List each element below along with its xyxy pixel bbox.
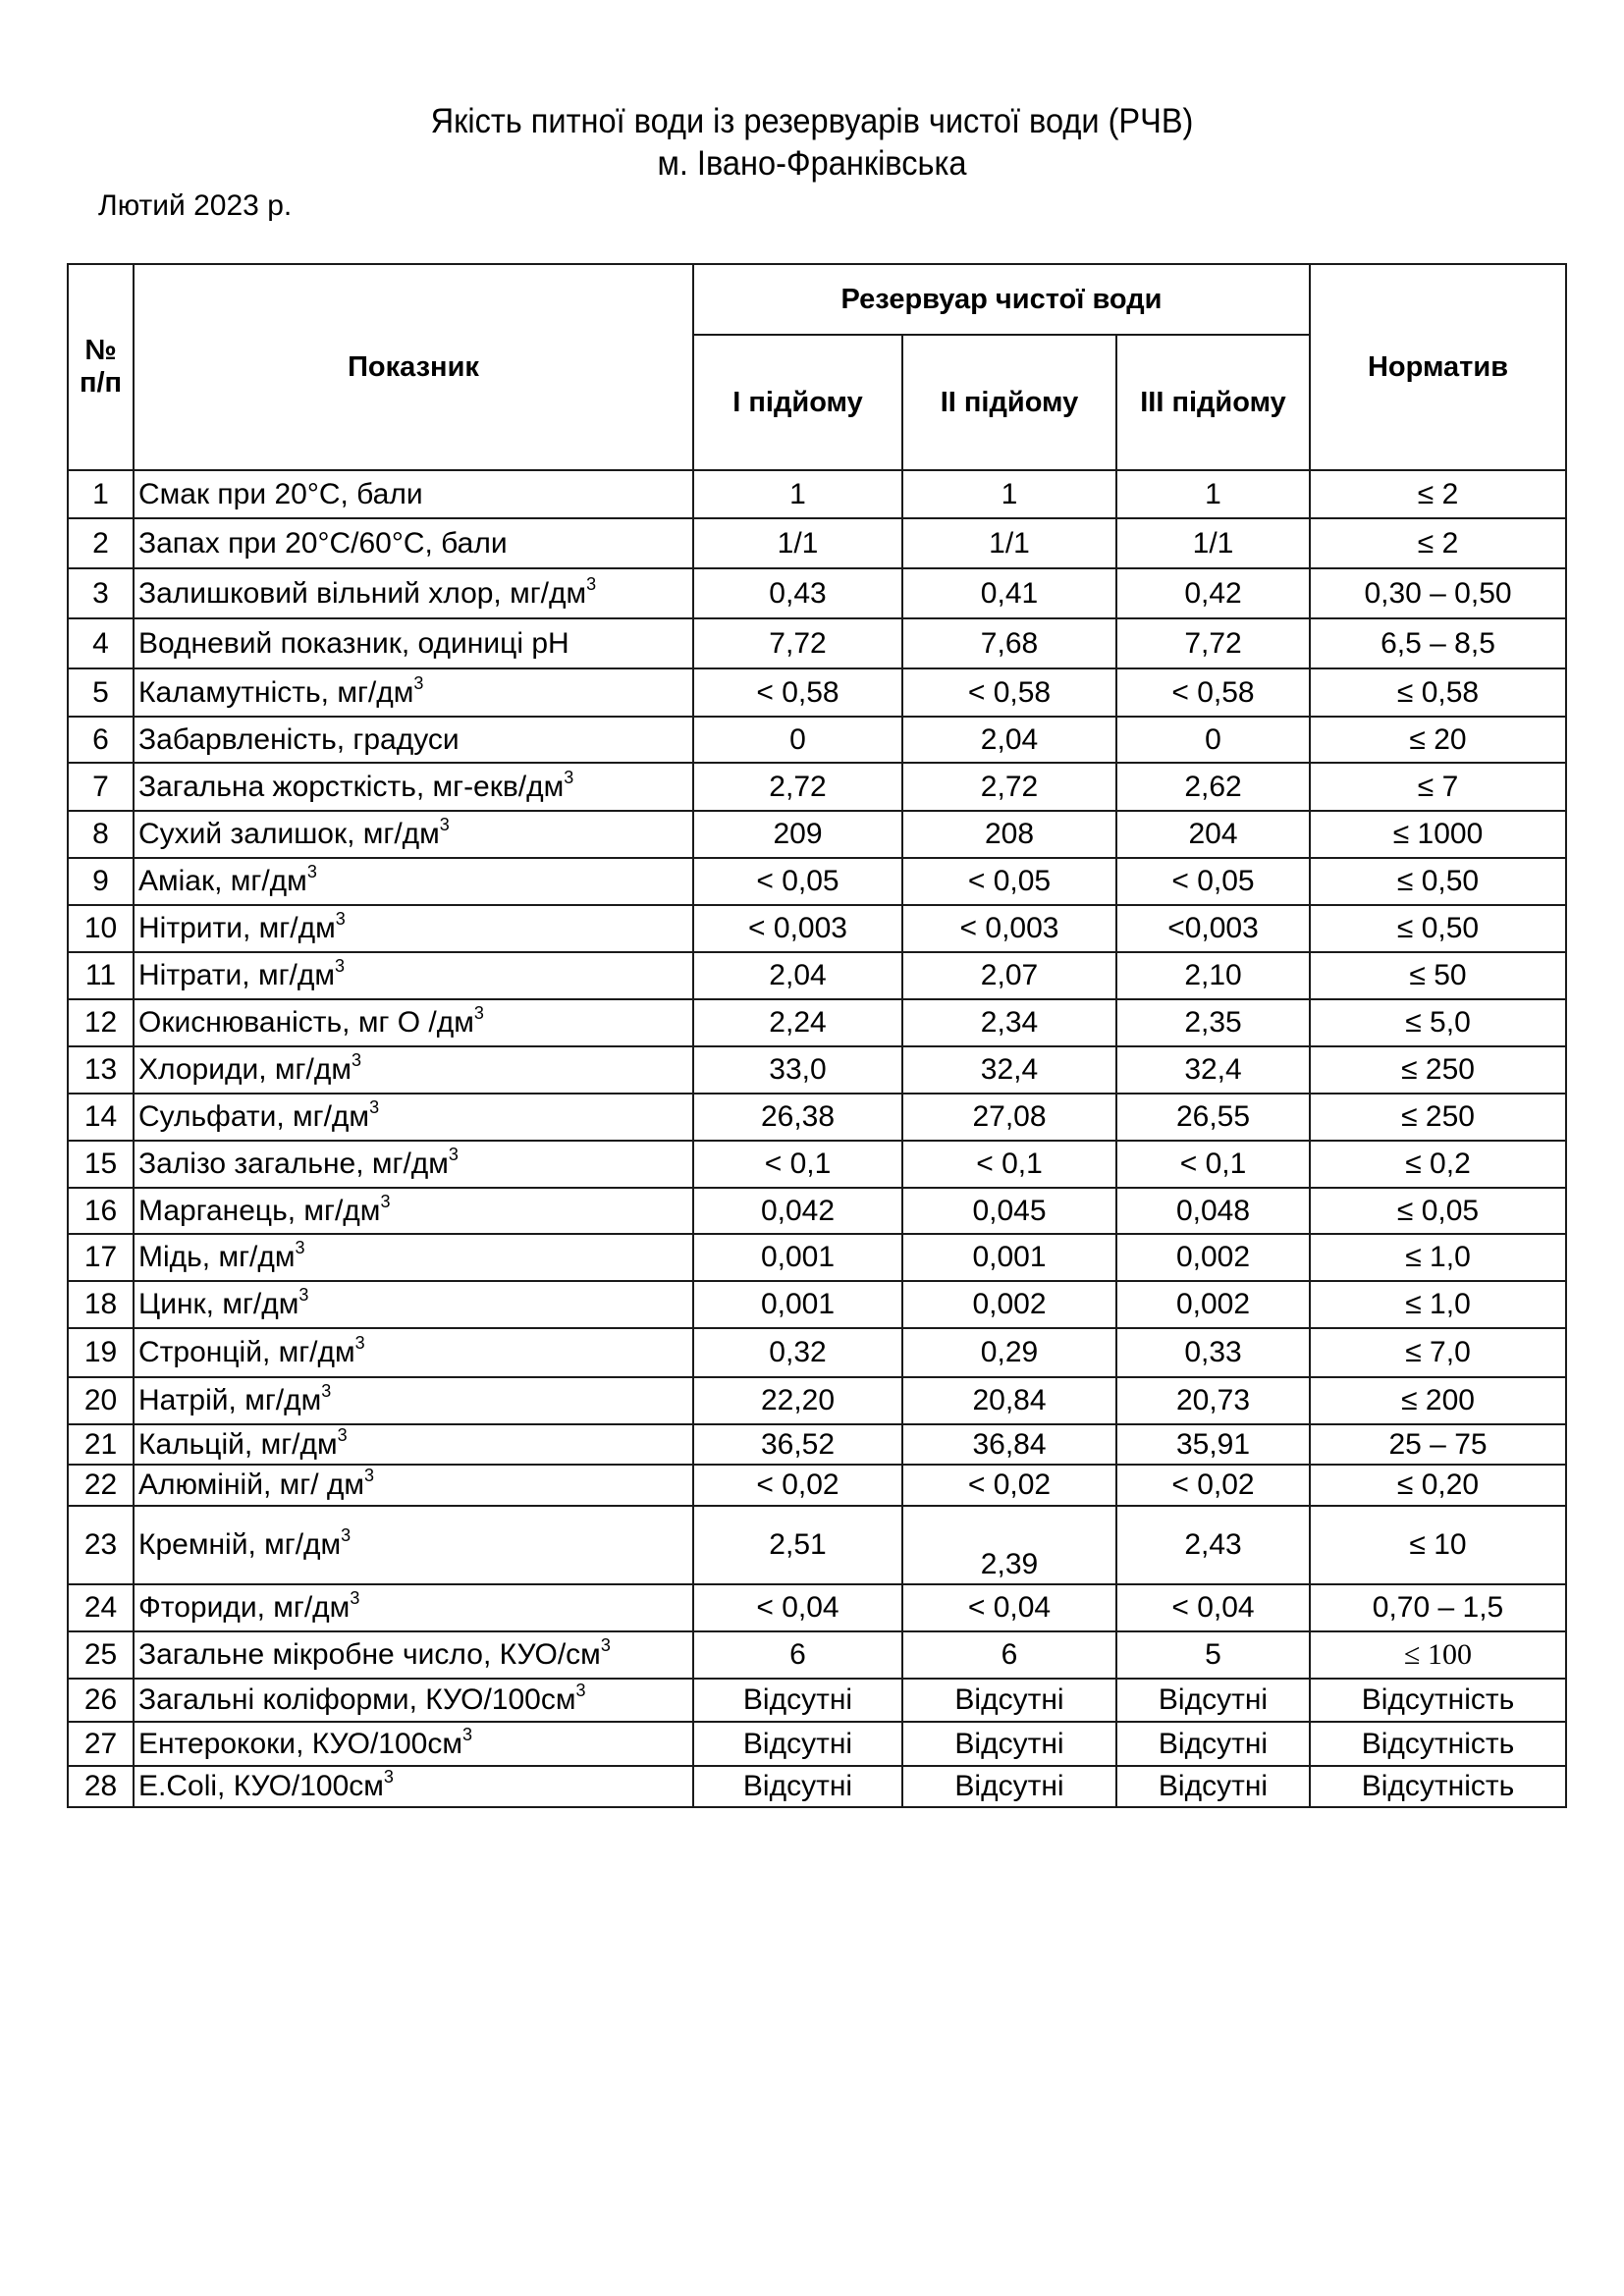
value-lift-3: 2,35: [1116, 999, 1310, 1046]
col-header-lift-3: ІІІ підйому: [1116, 335, 1310, 470]
indicator-name: Фториди, $мг/дм^3$: [134, 1584, 693, 1631]
row-number: 26: [68, 1679, 134, 1722]
value-lift-2: 0,29: [902, 1328, 1116, 1377]
value-lift-1: 0,001: [693, 1281, 902, 1328]
value-lift-3: 0: [1116, 717, 1310, 763]
table-row: [68, 1424, 1566, 1465]
value-lift-3: 0,42: [1116, 568, 1310, 618]
norm-value: Відсутність: [1310, 1679, 1566, 1722]
value-lift-3: 7,72: [1116, 618, 1310, 668]
table-row: [68, 999, 1566, 1046]
norm-value: ≤ 5,0: [1310, 999, 1566, 1046]
value-lift-3: 0,33: [1116, 1328, 1310, 1377]
value-lift-2: 2,07: [902, 952, 1116, 999]
row-number: 11: [68, 952, 134, 999]
value-lift-2: Відсутні: [902, 1722, 1116, 1766]
table-row: [68, 618, 1566, 668]
value-lift-2: 2,72: [902, 763, 1116, 811]
row-number: 21: [68, 1424, 134, 1465]
table-row: [68, 952, 1566, 999]
value-lift-3: < 0,58: [1116, 668, 1310, 717]
table-row: [68, 1766, 1566, 1807]
norm-value: ≤ 0,50: [1310, 858, 1566, 905]
indicator-name: Цинк, $мг/дм^3$: [134, 1281, 693, 1328]
row-number: 25: [68, 1631, 134, 1679]
table-row: [68, 811, 1566, 858]
value-lift-2: 27,08: [902, 1094, 1116, 1141]
value-lift-3: 2,10: [1116, 952, 1310, 999]
value-lift-1: 2,72: [693, 763, 902, 811]
value-lift-1: 7,72: [693, 618, 902, 668]
value-lift-1: 0: [693, 717, 902, 763]
table-row: [68, 1584, 1566, 1631]
value-lift-2: 2,34: [902, 999, 1116, 1046]
value-lift-1: Відсутні: [693, 1766, 902, 1807]
row-number: 13: [68, 1046, 134, 1094]
value-lift-1: < 0,04: [693, 1584, 902, 1631]
indicator-name: Каламутність, $мг/дм^3$: [134, 668, 693, 717]
value-lift-2: < 0,1: [902, 1141, 1116, 1188]
report-period: Лютий 2023 р.: [98, 189, 293, 222]
value-lift-3: Відсутні: [1116, 1766, 1310, 1807]
norm-value: ≤ 7: [1310, 763, 1566, 811]
norm-value: ≤ 1,0: [1310, 1281, 1566, 1328]
col-header-norm: Норматив: [1310, 264, 1566, 470]
indicator-name: Окиснюваність, мг О $/дм^3$: [134, 999, 693, 1046]
row-number: 20: [68, 1377, 134, 1424]
norm-value: ≤ 1,0: [1310, 1234, 1566, 1281]
value-lift-1: 26,38: [693, 1094, 902, 1141]
row-number: 17: [68, 1234, 134, 1281]
indicator-name: Водневий показник, одиниці рН: [134, 618, 693, 668]
indicator-name: Загальне мікробне число, КУО/$см^3$: [134, 1631, 693, 1679]
value-lift-2: 0,41: [902, 568, 1116, 618]
row-number: 19: [68, 1328, 134, 1377]
value-lift-3: 32,4: [1116, 1046, 1310, 1094]
table-row: [68, 1679, 1566, 1722]
indicator-name: Алюміній, мг/ $дм^3$: [134, 1465, 693, 1506]
value-lift-1: 36,52: [693, 1424, 902, 1465]
indicator-name: Запах при 20°С/60°С, бали: [134, 518, 693, 568]
indicator-name: Ентерококи, КУО/$100см^3$: [134, 1722, 693, 1766]
value-lift-1: < 0,58: [693, 668, 902, 717]
indicator-name: Стронцій, $мг/дм^3$: [134, 1328, 693, 1377]
table-row: [68, 1094, 1566, 1141]
indicator-name: Залишковий вільний хлор, $мг/дм^3$: [134, 568, 693, 618]
indicator-name: Аміак, $мг/дм^3$: [134, 858, 693, 905]
norm-value: ≤ 100: [1310, 1631, 1566, 1679]
value-lift-2: 2,04: [902, 717, 1116, 763]
row-number: 4: [68, 618, 134, 668]
value-lift-1: 0,43: [693, 568, 902, 618]
table-row: [68, 1046, 1566, 1094]
table-row: [68, 1281, 1566, 1328]
value-lift-2: < 0,05: [902, 858, 1116, 905]
value-lift-1: < 0,02: [693, 1465, 902, 1506]
table-row: [68, 568, 1566, 618]
value-lift-2: Відсутні: [902, 1679, 1116, 1722]
value-lift-1: 0,32: [693, 1328, 902, 1377]
norm-value: ≤ 200: [1310, 1377, 1566, 1424]
value-lift-3: 5: [1116, 1631, 1310, 1679]
water-quality-table: [67, 263, 1567, 1808]
value-lift-2: 1: [902, 470, 1116, 518]
table-row: [68, 1506, 1566, 1584]
indicator-name: Марганець, $мг/дм^3$: [134, 1188, 693, 1234]
value-lift-2: 2,39: [902, 1506, 1116, 1584]
table-row: [68, 518, 1566, 568]
row-number: 15: [68, 1141, 134, 1188]
value-lift-2: < 0,02: [902, 1465, 1116, 1506]
table-row: [68, 1465, 1566, 1506]
value-lift-3: <0,003: [1116, 905, 1310, 952]
row-number: 28: [68, 1766, 134, 1807]
value-lift-1: 0,042: [693, 1188, 902, 1234]
table-row: [68, 668, 1566, 717]
row-number: 9: [68, 858, 134, 905]
value-lift-3: Відсутні: [1116, 1722, 1310, 1766]
table-row: [68, 1722, 1566, 1766]
value-lift-1: < 0,003: [693, 905, 902, 952]
table-row: [68, 763, 1566, 811]
value-lift-2: < 0,58: [902, 668, 1116, 717]
norm-value: ≤ 0,58: [1310, 668, 1566, 717]
indicator-name: Забарвленість, градуси: [134, 717, 693, 763]
value-lift-1: 22,20: [693, 1377, 902, 1424]
table-row: [68, 470, 1566, 518]
value-lift-3: 0,002: [1116, 1281, 1310, 1328]
value-lift-3: 0,048: [1116, 1188, 1310, 1234]
table-row: [68, 1234, 1566, 1281]
row-number: 5: [68, 668, 134, 717]
norm-value: Відсутність: [1310, 1766, 1566, 1807]
indicator-name: Нітрати, $мг/дм^3$: [134, 952, 693, 999]
value-lift-1: 0,001: [693, 1234, 902, 1281]
norm-value: ≤ 250: [1310, 1094, 1566, 1141]
indicator-name: Залізо загальне, $мг/дм^3$: [134, 1141, 693, 1188]
value-lift-2: 1/1: [902, 518, 1116, 568]
col-header-lift-1: І підйому: [693, 335, 902, 470]
indicator-name: Смак при 20°С, бали: [134, 470, 693, 518]
norm-value: ≤ 2: [1310, 518, 1566, 568]
norm-value: ≤ 20: [1310, 717, 1566, 763]
value-lift-1: < 0,1: [693, 1141, 902, 1188]
indicator-name: Сухий залишок, $мг/дм^3$: [134, 811, 693, 858]
value-lift-1: 2,04: [693, 952, 902, 999]
row-number: 7: [68, 763, 134, 811]
col-header-number: № п/п: [68, 264, 134, 470]
value-lift-2: 32,4: [902, 1046, 1116, 1094]
value-lift-3: 35,91: [1116, 1424, 1310, 1465]
indicator-name: Сульфати, $мг/дм^3$: [134, 1094, 693, 1141]
value-lift-3: 2,43: [1116, 1506, 1310, 1584]
norm-value: ≤ 0,50: [1310, 905, 1566, 952]
table-row: [68, 717, 1566, 763]
row-number: 2: [68, 518, 134, 568]
value-lift-2: 6: [902, 1631, 1116, 1679]
value-lift-2: 0,002: [902, 1281, 1116, 1328]
indicator-name: E.Coli, КУО/$100см^3$: [134, 1766, 693, 1807]
indicator-name: Мідь, $мг/дм^3$: [134, 1234, 693, 1281]
row-number: 6: [68, 717, 134, 763]
table-row: [68, 1141, 1566, 1188]
value-lift-2: 7,68: [902, 618, 1116, 668]
norm-value: Відсутність: [1310, 1722, 1566, 1766]
value-lift-1: 33,0: [693, 1046, 902, 1094]
indicator-name: Кальцій, $мг/дм^3$: [134, 1424, 693, 1465]
value-lift-1: 209: [693, 811, 902, 858]
row-number: 8: [68, 811, 134, 858]
indicator-name: Нітрити, $мг/дм^3$: [134, 905, 693, 952]
row-number: 10: [68, 905, 134, 952]
table-row: [68, 1328, 1566, 1377]
col-header-lift-2: ІІ підйому: [902, 335, 1116, 470]
value-lift-3: Відсутні: [1116, 1679, 1310, 1722]
value-lift-3: 0,002: [1116, 1234, 1310, 1281]
value-lift-3: 204: [1116, 811, 1310, 858]
value-lift-1: Відсутні: [693, 1679, 902, 1722]
value-lift-3: 1/1: [1116, 518, 1310, 568]
norm-value: 0,30 – 0,50: [1310, 568, 1566, 618]
value-lift-3: < 0,1: [1116, 1141, 1310, 1188]
row-number: 1: [68, 470, 134, 518]
row-number: 14: [68, 1094, 134, 1141]
value-lift-1: < 0,05: [693, 858, 902, 905]
value-lift-3: 2,62: [1116, 763, 1310, 811]
indicator-name: Натрій, $мг/дм^3$: [134, 1377, 693, 1424]
col-header-indicator: Показник: [134, 264, 693, 470]
value-lift-1: 2,51: [693, 1506, 902, 1584]
row-number: 16: [68, 1188, 134, 1234]
norm-value: ≤ 7,0: [1310, 1328, 1566, 1377]
value-lift-1: 1/1: [693, 518, 902, 568]
indicator-name: Кремній, $мг/дм^3$: [134, 1506, 693, 1584]
norm-value: ≤ 0,05: [1310, 1188, 1566, 1234]
table-row: [68, 905, 1566, 952]
value-lift-2: 208: [902, 811, 1116, 858]
norm-value: ≤ 10: [1310, 1506, 1566, 1584]
row-number: 22: [68, 1465, 134, 1506]
norm-value: ≤ 1000: [1310, 811, 1566, 858]
value-lift-2: Відсутні: [902, 1766, 1116, 1807]
table-row: [68, 858, 1566, 905]
norm-value: 6,5 – 8,5: [1310, 618, 1566, 668]
norm-value: ≤ 50: [1310, 952, 1566, 999]
value-lift-3: 1: [1116, 470, 1310, 518]
norm-value: ≤ 250: [1310, 1046, 1566, 1094]
col-header-reservoir-group: Резервуар чистої води: [693, 264, 1310, 335]
row-number: 18: [68, 1281, 134, 1328]
value-lift-2: 0,001: [902, 1234, 1116, 1281]
value-lift-1: 2,24: [693, 999, 902, 1046]
norm-value: ≤ 2: [1310, 470, 1566, 518]
table-row: [68, 1631, 1566, 1679]
table-row: [68, 1377, 1566, 1424]
indicator-name: Загальні коліформи, КУО/$100см^3$: [134, 1679, 693, 1722]
row-number: 23: [68, 1506, 134, 1584]
value-lift-3: 26,55: [1116, 1094, 1310, 1141]
value-lift-2: 0,045: [902, 1188, 1116, 1234]
indicator-name: Загальна жорсткість, $мг-екв/дм^3$: [134, 763, 693, 811]
value-lift-3: 20,73: [1116, 1377, 1310, 1424]
value-lift-1: 1: [693, 470, 902, 518]
table-row: [68, 1188, 1566, 1234]
document-subtitle-city: м. Івано-Франківська: [657, 144, 967, 183]
norm-value: 25 – 75: [1310, 1424, 1566, 1465]
value-lift-2: < 0,04: [902, 1584, 1116, 1631]
norm-value: ≤ 0,20: [1310, 1465, 1566, 1506]
norm-value: 0,70 – 1,5: [1310, 1584, 1566, 1631]
value-lift-2: < 0,003: [902, 905, 1116, 952]
value-lift-3: < 0,04: [1116, 1584, 1310, 1631]
value-lift-1: Відсутні: [693, 1722, 902, 1766]
value-lift-2: 20,84: [902, 1377, 1116, 1424]
value-lift-3: < 0,02: [1116, 1465, 1310, 1506]
value-lift-1: 6: [693, 1631, 902, 1679]
norm-value: ≤ 0,2: [1310, 1141, 1566, 1188]
row-number: 3: [68, 568, 134, 618]
row-number: 27: [68, 1722, 134, 1766]
row-number: 12: [68, 999, 134, 1046]
indicator-name: Хлориди, $мг/дм^3$: [134, 1046, 693, 1094]
value-lift-3: < 0,05: [1116, 858, 1310, 905]
document-title: Якість питної води із резервуарів чистої води (РЧВ): [430, 102, 1194, 140]
value-lift-2: 36,84: [902, 1424, 1116, 1465]
row-number: 24: [68, 1584, 134, 1631]
